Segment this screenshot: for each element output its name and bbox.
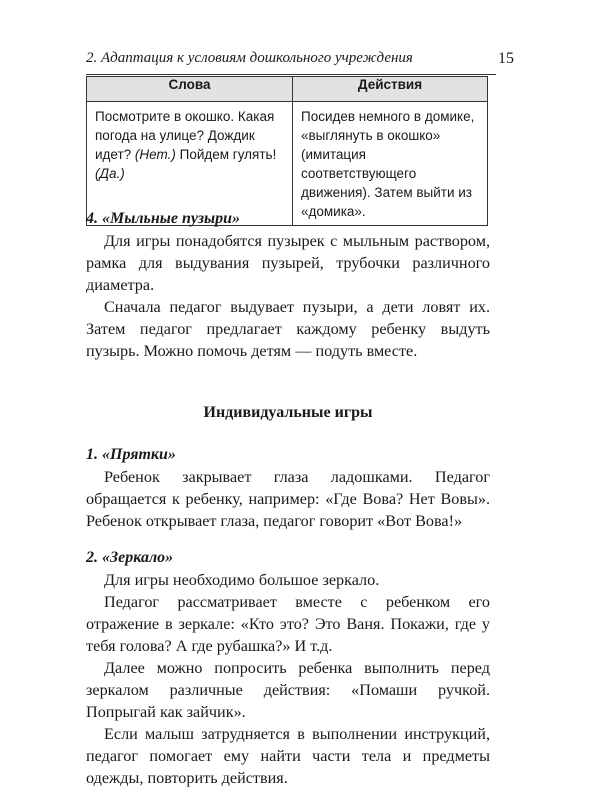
words-actions-table [86,76,488,226]
words-answer-yes: (Да.) [95,166,125,181]
column-header-actions: Действия [293,77,488,102]
spacer [86,532,490,547]
words-answer-no: (Нет.) [134,147,176,162]
words-cell [87,102,293,226]
words-text-2: Пойдем гулять! [175,147,277,162]
chapter-title: 2. Адаптация к условиям дошкольного учреждения [86,50,413,66]
paragraph: Если малыш затрудняется в выполнении инструкций, педагог помогает ему найти части тела и предметы одежды, повторить действия. [86,725,490,787]
game-heading-soap-bubbles: 4. «Мыльные пузыри» [86,210,240,227]
table-header-row [87,77,488,102]
actions-cell: Посидев немного в домике, «выглянуть в окошко» (имитация соответствующего движения). Затем выйти из «домика». [293,102,488,226]
paragraph: Далее можно попросить ребенка выполнить перед зеркалом различные действия: «Помаши ручкой. Попрыгай как зайчик». [86,659,490,721]
section-title: Индивидуальные игры [203,404,373,421]
paragraph: Сначала педагог выдувает пузыри, а дети ловят их. Затем педагог предлагает каждому ребенку выдуть пузырь. Можно помочь детям — подуть вместе. [86,298,490,360]
game-heading-hide-and-seek: 1. «Прятки» [86,446,176,463]
column-header-words: Слова [87,77,293,102]
words-text: Посмотрите в окошко. Какая погода на улице? Дождик идет? [95,109,275,162]
page-number: 15 [498,50,514,67]
paragraph: Для игры необходимо большое зеркало. [104,571,380,589]
game-heading-mirror: 2. «Зеркало» [86,549,174,566]
table-row [87,102,488,226]
paragraph: Для игры понадобятся пузырек с мыльным раствором, рамка для выдувания пузырей, трубочки различного диаметра. [86,232,490,294]
paragraph: Педагог рассматривает вместе с ребенком его отражение в зеркале: «Кто это? Это Ваня. Покажи, где у тебя голова? А где рубашка?» И т.д. [86,593,490,655]
running-header [86,48,514,75]
paragraph: Ребенок закрывает глаза ладошками. Педагог обращается к ребенку, например: «Где Вова? Нет Вовы». Ребенок открывает глаза, педагог говорит «Вот Вова!» [86,468,490,530]
page-body [86,208,490,789]
